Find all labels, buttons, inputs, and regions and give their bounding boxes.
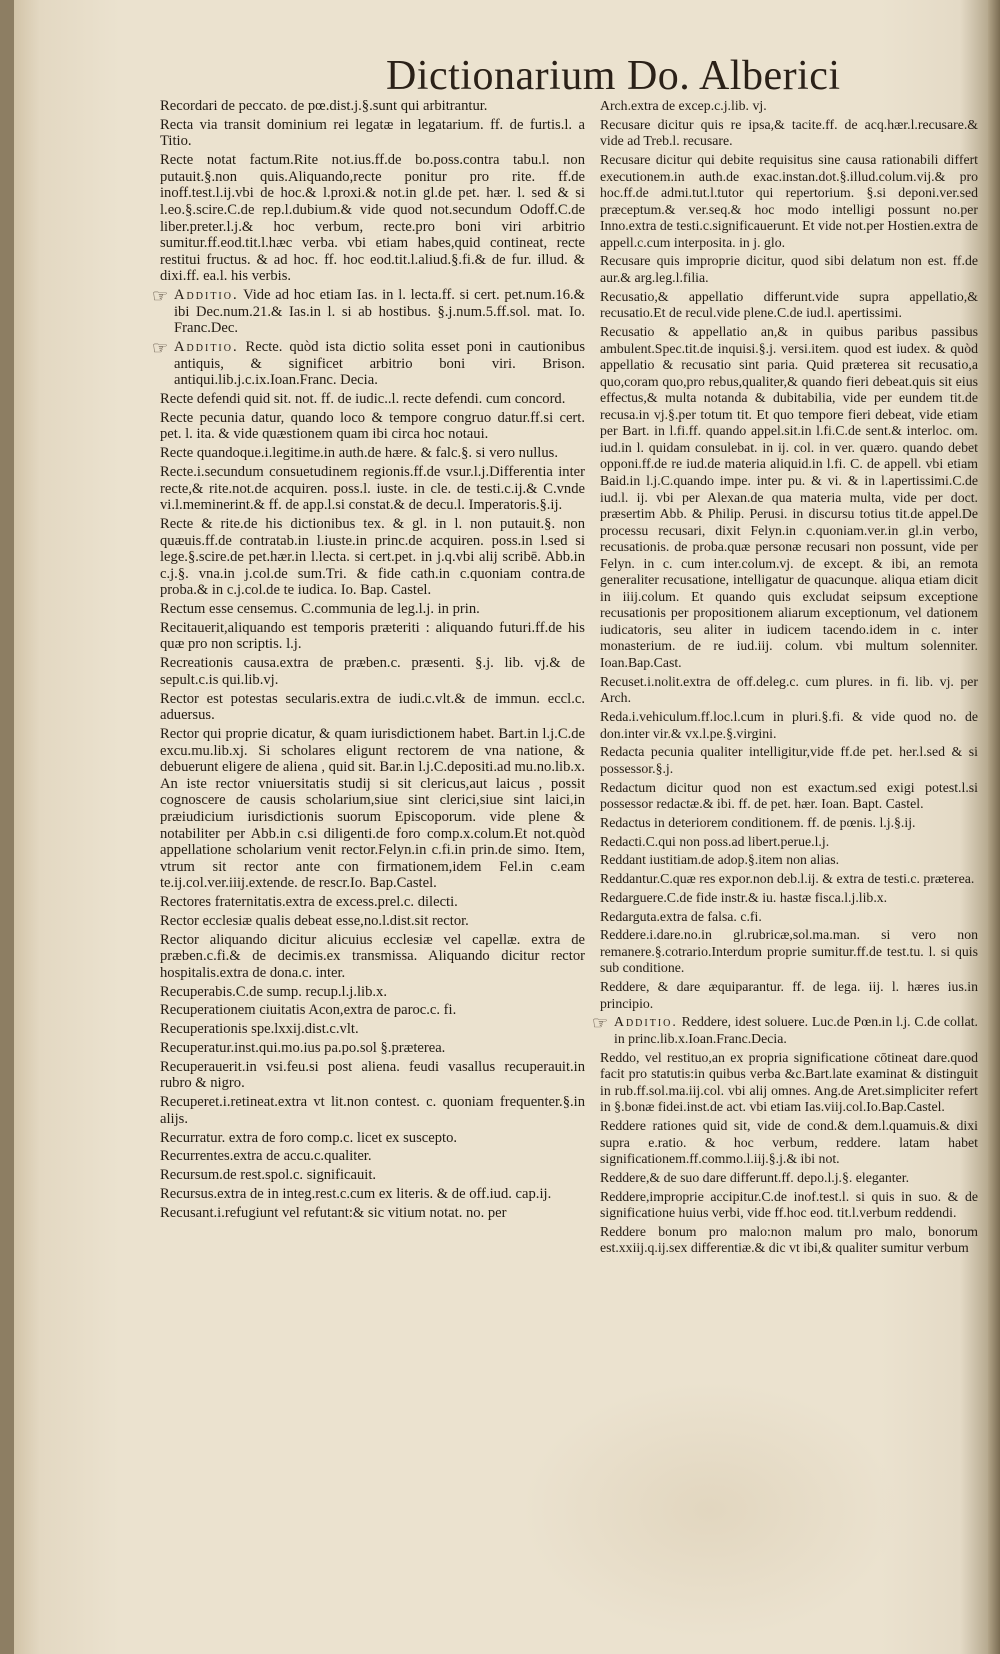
- dictionary-entry: [160, 1021, 585, 1038]
- dictionary-entry: [160, 913, 585, 930]
- entry-text: Recuperationem ciuitatis Acon,extra de paroc.c. fi.: [160, 1002, 457, 1019]
- entry-text: Recurrentes.extra de accu.c.qualiter.: [160, 1148, 372, 1165]
- page-edge: [988, 0, 1000, 1654]
- entry-text: Recursum.de rest.spol.c. significauit.: [160, 1167, 377, 1184]
- entry-text: Redacta pecunia qualiter intelligitur,vide ff.de pet. her.l.sed & si possessor.§.j.: [600, 744, 978, 776]
- entry-text: Redarguere.C.de fide instr.& iu. hastæ fisca.l.j.lib.x.: [600, 889, 888, 905]
- dictionary-entry: [160, 932, 585, 982]
- addition-label: Additio.: [174, 287, 239, 304]
- entry-text: Recursus.extra de in integ.rest.c.cum ex literis. & de off.iud. cap.ij.: [160, 1185, 552, 1202]
- addition-label: Additio.: [614, 1014, 678, 1030]
- pointing-hand-icon: ☞: [152, 338, 169, 359]
- paper-stain: [520, 1380, 900, 1640]
- entry-text: Reddere.i.dare.no.in gl.rubricæ,sol.ma.man. si vero non remanere.§.cotrario.Interdum proprie sumitur.ff.de test.tu. l. si quis sub conditione.: [600, 927, 978, 976]
- entry-text: Recuperationis spe.lxxij.dist.c.vlt.: [160, 1021, 359, 1038]
- entry-text: Recte.i.secundum consuetudinem regionis.ff.de vsur.l.j.Differentia inter recte,& rite.not.de acquiren. poss.l. iuste. in cle. de testi.c.ij.& C.vnde vi.l.meminerint.& ff. de app.l.si constat.& de decu.l. Imperatoris.§.ij.: [160, 463, 585, 514]
- dictionary-entry: [160, 691, 585, 724]
- dictionary-entry: [600, 709, 978, 742]
- dictionary-entry: [160, 1040, 585, 1057]
- dictionary-entry: [600, 1118, 978, 1168]
- entry-text: Redactus in deteriorem conditionem. ff. de pœnis. l.j.§.ij.: [600, 814, 916, 830]
- entry-text: Rectores fraternitatis.extra de excess.prel.c. dilecti.: [160, 894, 458, 911]
- entry-text: Recte notat factum.Rite not.ius.ff.de bo.poss.contra tabu.l. non putauit.§.non quis.Aliquando,recte ponitur pro rite. ff.de inoff.test.l.ij.vbi de hoc.& l.proxi.& not.in gl.de pet. hær. l. sed & si l.eo.§.scire.C.de rep.l.dubium.& vide quod not.secundum Odoff.C.de liber.preter.l.j.& hoc verbum, recte.pro boni viri arbitrio sumitur.ff.eod.tit.l.hæc verba. vbi etiam habes,quid contineat, recte restitui fructus. & ad hoc. ff. hoc eod.tit.l.aliud.§.fi.& de fur. illud. & dixi.ff. ea.l. his verbis.: [160, 152, 585, 285]
- entry-text: Recta via transit dominium rei legatæ in legatarium. ff. de furtis.l. a Titio.: [160, 116, 585, 150]
- pointing-hand-icon: ☞: [152, 286, 169, 307]
- dictionary-entry: [160, 655, 585, 688]
- entry-text: Reddere,& de suo dare differunt.ff. depo.l.j.§. eleganter.: [600, 1169, 910, 1185]
- addition-entry: [592, 1013, 978, 1047]
- entry-text: Recusant.i.refugiunt vel refutant:& sic vitium notat. no. per: [160, 1204, 507, 1221]
- dictionary-entry: [160, 445, 585, 462]
- entry-text: Rectum esse censemus. C.communia de leg.l.j. in prin.: [160, 601, 480, 618]
- addition-text: Reddere, idest soluere. Luc.de Pœn.in l.j. C.de collat. in princ.lib.x.Ioan.Franc.Decia.: [614, 1014, 978, 1046]
- entry-text: Arch.extra de excep.c.j.lib. vj.: [600, 98, 767, 113]
- dictionary-entry: [600, 1170, 978, 1187]
- dictionary-entry: [600, 834, 978, 851]
- dictionary-entry: [160, 1186, 585, 1203]
- dictionary-entry: [600, 1050, 978, 1116]
- entry-text: Rector ecclesiæ qualis debeat esse,no.l.dist.sit rector.: [160, 912, 469, 929]
- dictionary-entry: [600, 117, 978, 150]
- dictionary-entry: [600, 98, 978, 115]
- entry-text: Reddo, vel restituo,an ex propria significatione cōtineat dare.quod facit pro statutis:in quibus verba &c.Bart.late examinat & distinguit in rub.ff.sol.ma.iij.col. vbi alij omnes. Ang.de Aret.simpliciter refert in §.bonæ fidei.inst.de act. vbi etiam Ias.viij.col.Io.Bap.Castel.: [600, 1049, 978, 1115]
- entry-text: Rector aliquando dicitur alicuius ecclesiæ vel capellæ. extra de præben.c.fi.& de decimis.ex transmissa. Aliquando dicitur rector hospitalis.extra de dona.c. inter.: [160, 931, 585, 981]
- entry-text: Recuperauerit.in vsi.feu.si post aliena. feudi vasallus recuperauit.in rubro & nigro.: [160, 1058, 585, 1092]
- entry-text: Recuperet.i.retineat.extra vt lit.non contest. c. quoniam frequenter.§.in alijs.: [160, 1094, 585, 1127]
- dictionary-entry: [600, 1224, 978, 1257]
- dictionary-entry: [160, 516, 585, 599]
- dictionary-entry: [160, 894, 585, 911]
- addition-text: Vide ad hoc etiam Ias. in l. lecta.ff. si cert. pet.num.16.& ibi Dec.num.21.& Ias.in l. si ab hostibus. §.j.num.5.ff.sol. mat. Io. Franc.Dec.: [174, 287, 585, 337]
- dictionary-entry: [160, 98, 585, 115]
- entry-text: Redacti.C.qui non poss.ad libert.perue.l.j.: [600, 833, 830, 849]
- dictionary-entry: [600, 324, 978, 671]
- dictionary-entry: [160, 117, 585, 150]
- entry-text: Redactum dicitur quod non est exactum.sed exigi potest.l.si possessor redactæ.& ibi. ff. de pet. hær. Ioan. Bapt. Castel.: [600, 779, 978, 812]
- dictionary-entry: [160, 1094, 585, 1127]
- entry-text: Redarguta.extra de falsa. c.fi.: [600, 908, 762, 924]
- dictionary-entry: [160, 1148, 585, 1165]
- dictionary-entry: [160, 464, 585, 514]
- left-column: [152, 98, 585, 1223]
- dictionary-entry: [600, 152, 978, 251]
- entry-text: Recuset.i.nolit.extra de off.deleg.c. cum plures. in fi. lib. vj. per Arch.: [600, 673, 978, 706]
- dictionary-entry: [160, 620, 585, 653]
- entry-text: Recitauerit,aliquando est temporis præteriti : aliquando futuri.ff.de his quæ pro non scriptis. l.j.: [160, 619, 585, 653]
- dictionary-entry: [600, 815, 978, 832]
- entry-text: Recte quandoque.i.legitime.in auth.de hære. & falc.§. si vero nullus.: [160, 445, 558, 462]
- dictionary-entry: [600, 890, 978, 907]
- entry-text: Recuperatur.inst.qui.mo.ius pa.po.sol §.præterea.: [160, 1040, 446, 1056]
- entry-text: Recuperabis.C.de sump. recup.l.j.lib.x.: [160, 983, 387, 1000]
- dictionary-entry: [160, 601, 585, 618]
- entry-text: Recusare dicitur qui debite requisitus sine causa rationabili differt executionem.in auth.de exac.instan.dot.§.illud.colum.vij.& pro hoc.ff.de admi.tut.l.tutor qui repertorium. §.si deponi.ver.sed præceptum.& ver.seq.& hoc modo intelligi possunt no.per Inno.extra de testi.c.significauerunt. Et vide not.per Hostien.extra de appell.c.cum interposita. in j. glo.: [600, 152, 978, 250]
- entry-text: Recreationis causa.extra de præben.c. præsenti. §.j. lib. vj.& de sepult.c.is qui.lib.vj.: [160, 655, 585, 688]
- entry-text: Recte defendi quid sit. not. ff. de iudic..l. recte defendi. cum concord.: [160, 391, 566, 408]
- dictionary-entry: [160, 391, 585, 408]
- entry-text: Recte & rite.de his dictionibus tex. & gl. in l. non putauit.§. non quæuis.ff.de contratab.in l.iuste.in princ.de acquiren. poss.in l.sed si lege.§.scire.de pet.hær.in l.lecta. si cert.pet. in j.q.vbi alij scribē. Abb.in c.j.§. vna.in j.col.de sum.Tri. & fide cath.in c.quoniam contra.de proba.& in c.j.col.de te iudica. Io. Bap. Castel.: [160, 515, 585, 599]
- entry-text: Recordari de peccato. de pœ.dist.j.§.sunt qui arbitrantur.: [160, 98, 488, 114]
- dictionary-entry: [160, 726, 585, 892]
- addition-label: Additio.: [174, 339, 239, 356]
- entry-text: Reddere, & dare æquiparantur. ff. de lega. iij. l. hæres ius.in principio.: [600, 979, 978, 1011]
- addition-entry: [152, 286, 585, 337]
- dictionary-entry: [600, 744, 978, 777]
- pointing-hand-icon: ☞: [592, 1013, 609, 1034]
- dictionary-entry: [600, 909, 978, 926]
- dictionary-entry: [160, 1167, 585, 1184]
- dictionary-entry: [160, 410, 585, 443]
- entry-text: Reddantur.C.quæ res expor.non deb.l.ij. & extra de testi.c. præterea.: [600, 871, 975, 887]
- dictionary-entry: [600, 780, 978, 813]
- entry-text: Recte pecunia datur, quando loco & tempore congruo datur.ff.si cert. pet. l. ita. & vide quæstionem quam ibi circa hoc notaui.: [160, 409, 585, 443]
- dictionary-entry: [600, 871, 978, 888]
- addition-text: Recte. quòd ista dictio solita esset poni in cautionibus antiquis, & significet arbitrio boni viri. Brison. antiqui.lib.j.c.ix.Ioan.Franc. Decia.: [174, 339, 585, 389]
- entry-text: Rector est potestas secularis.extra de iudi.c.vlt.& de immun. eccl.c. aduersus.: [160, 690, 585, 724]
- dictionary-entry: [600, 927, 978, 977]
- right-column: [592, 98, 978, 1259]
- dictionary-entry: [160, 984, 585, 1001]
- entry-text: Recurratur. extra de foro comp.c. licet ex suscepto.: [160, 1129, 458, 1146]
- entry-text: Reddere bonum pro malo:non malum pro malo, bonorum est.xxiij.q.ij.sex differentiæ.& dic vt ibi,& qualiter sumitur verbum: [600, 1223, 978, 1256]
- dictionary-entry: [160, 152, 585, 285]
- binding-gutter: [0, 0, 14, 1654]
- entry-text: Reda.i.vehiculum.ff.loc.l.cum in pluri.§.fi. & vide quod no. de don.inter vir.& vx.l.pe.§.virgini.: [600, 709, 978, 741]
- dictionary-entry: [600, 1189, 978, 1222]
- entry-text: Rector qui proprie dicatur, & quam iurisdictionem habet. Bart.in l.j.C.de excu.mu.lib.xj. Si scholares eligunt rectorem de vna natione, & debuerunt eligere de aliena , quid sit. Bar.in l.j.C.depositi.ad mu.no.lib.x. An iste rector vniuersitatis studij si sit clericus,aut laicus , possit cognoscere de causis scholarium,siue sint clerici,siue sint laici,in præiudicium iurisdictionis suorum Episcoporum. vide plene & notabiliter per Abb.in c.si diligenti.de foro comp.x.colum.Et not.quòd appellatione scholarium venit rector.Felyn.in c.fi.in prin.de simo. Item, vtrum sit rector ante con firmationem,idem Fel.in c.eam te.ij.col.ver.iiij.extende. de rescr.Io. Bap.Castel.: [160, 726, 585, 892]
- running-title: Dictionarium Do. Alberici: [386, 53, 841, 99]
- entry-text: Reddere,improprie accipitur.C.de inof.test.l. si quis in suo. & de significatione huius verbi, vide ff.hoc eod. tit.l.verbum reddendi.: [600, 1188, 978, 1221]
- entry-text: Recusare dicitur quis re ipsa,& tacite.ff. de acq.hær.l.recusare.& vide ad Treb.l. recusare.: [600, 116, 978, 149]
- entry-text: Recusatio,& appellatio differunt.vide supra appellatio,& recusatio.Et de recul.vide plene.C.de iud.l. apertissimi.: [600, 288, 978, 321]
- entry-text: Reddant iustitiam.de adop.§.item non alias.: [600, 852, 840, 868]
- dictionary-entry: [160, 1205, 585, 1222]
- dictionary-entry: [600, 852, 978, 869]
- entry-text: Recusare quis improprie dicitur, quod sibi delatum non est. ff.de aur.& arg.leg.l.filia.: [600, 253, 978, 286]
- dictionary-entry: [160, 1059, 585, 1092]
- dictionary-entry: [600, 674, 978, 707]
- entry-text: Reddere rationes quid sit, vide de cond.& dem.l.quamuis.& dixi supra e.ratio. & hoc verbum, reddere. latam habet significationem.ff.commo.l.iij.§.j.& ibi not.: [600, 1118, 978, 1167]
- dictionary-entry: [160, 1130, 585, 1147]
- dictionary-entry: [600, 289, 978, 322]
- addition-entry: [152, 338, 585, 389]
- dictionary-entry: [160, 1002, 585, 1019]
- entry-text: Recusatio & appellatio an,& in quibus paribus passibus ambulent.Spec.tit.de inquisi.§.j. versi.item. quod est iudex. & quòd appellatio & recusatio sint paria. Quid præterea sit recusatio,a quo,coram quo,pro rebus,qualiter,& quando fieri debeat.quis sit eius effectus,& multa notanda & dubitabilia, vide per eundem tit.de recusa.in vj.§.per totum tit. Et quo tempore fieri debeat, vide etiam per Bart. in l.fi.ff. quando appel.sit.in l.fi.C.de sent.& interloc. om. iud.in l. quidam consulebat. in ij. col. in ver. quæro. quando debet opponi.ff.de re iud.de materia aliquid.in l.fi. C. de appell. vbi etiam Baid.in l.j.C.quando impe. inter pu. & vi. & in l.apertissimi.C.de iud.l. ij. vbi per Alexan.de qua materia multa, vide per doct. præsertim Abb. & Philip. Perusi. in discursu totius tit.de appel.De processu recusari, dixit Felyn.in c.quoniam.ver.in gl.in verbo, recusationis. de proba.quæ personæ recusari non possunt, vide per Felyn. in c. cum inter.colum.vj. de except. & ibi, an remota generaliter recusatione, intelligatur de quacunque. aliqua etiam dicit in iiij.colum. Et quando quis excludat seipsum exceptione recusationis per propositionem aliarum exceptionum, vel dationem iudicatoris, seu aliter in iudicem tacendo.idem in c. inter monasterium. de re iud.iij. colum. vbi multum solenniter. Ioan.Bap.Cast.: [600, 324, 978, 670]
- dictionary-entry: [600, 253, 978, 286]
- dictionary-entry: [600, 979, 978, 1012]
